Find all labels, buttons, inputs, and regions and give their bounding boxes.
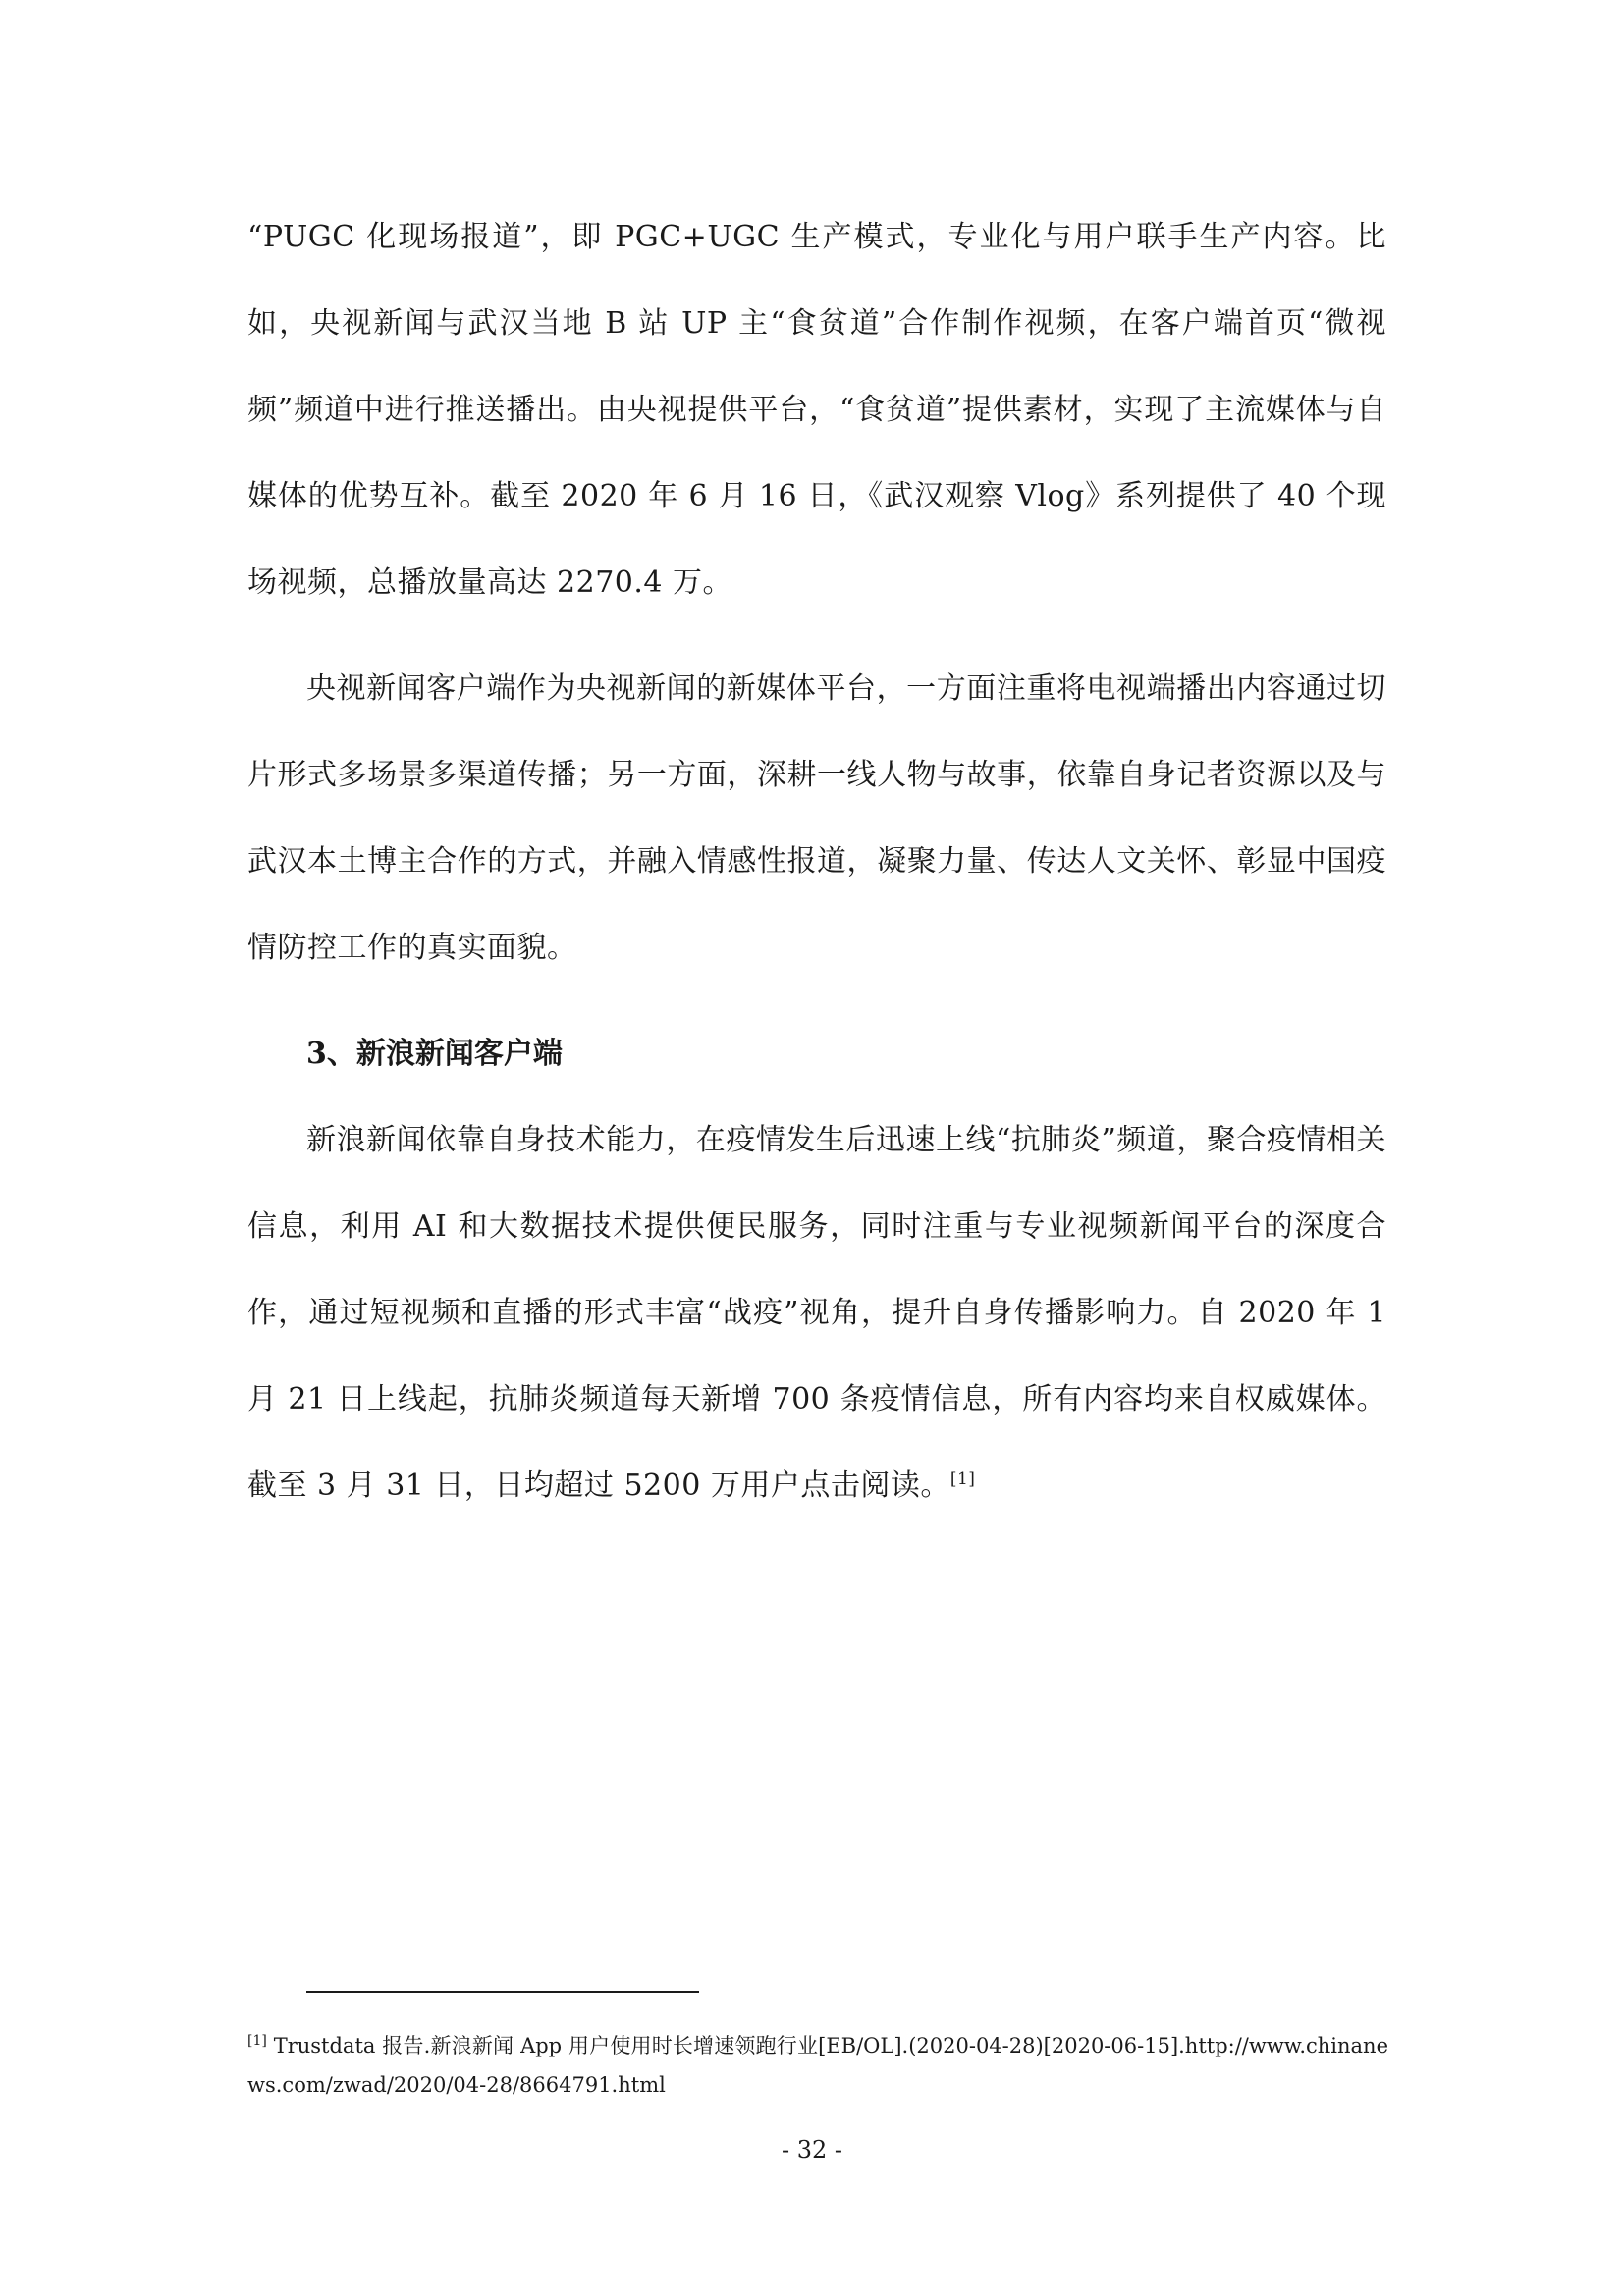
paragraph-sina-news-text: 新浪新闻依靠自身技术能力，在疫情发生后迅速上线“抗肺炎”频道，聚合疫情相关信息，利用 AI 和大数据技术提供便民服务，同时注重与专业视频新闻平台的深度合作，通过短视频和直播的形式丰富“战疫”视角，提升自身传播影响力。自 2020 年 1 月 21 日上线起，抗肺炎频道每天新增 700 条疫情信息，所有内容均来自权威媒体。截至 3 月 31 日，日均超过 5200 万用户点击阅读。: [247, 1123, 1386, 1503]
paragraph-pugc-reporting: “PUGC 化现场报道”，即 PGC+UGC 生产模式，专业化与用户联手生产内容。比如，央视新闻与武汉当地 B 站 UP 主“食贫道”合作制作视频，在客户端首页“微视频”频道中进行推送播出。由央视提供平台，“食贫道”提供素材，实现了主流媒体与自媒体的优势互补。截至 2020 年 6 月 16 日，《武汉观察 Vlog》系列提供了 40 个现场视频，总播放量高达 2270.4 万。: [247, 220, 1386, 600]
footnote-mark: [1]: [247, 2033, 267, 2049]
page-number: - 32 -: [781, 2136, 842, 2163]
paragraph-cctv-news-client: 央视新闻客户端作为央视新闻的新媒体平台，一方面注重将电视端播出内容通过切片形式多场景多渠道传播；另一方面，深耕一线人物与故事，依靠自身记者资源以及与武汉本土博主合作的方式，并融入情感性报道，凝聚力量、传达人文关怀、彰显中国疫情防控工作的真实面貌。: [247, 671, 1386, 965]
footnote-text[interactable]: Trustdata 报告.新浪新闻 App 用户使用时长增速领跑行业[EB/OL].(2020-04-28)[2020-06-15].http://www.chinanews.com/zwad/2020/04-28/8664791.html: [247, 2034, 1388, 2097]
footnote: [247, 2026, 1388, 2105]
footnote-separator: [306, 1991, 699, 1993]
section-heading-sina-news: 3、新浪新闻客户端: [306, 1037, 563, 1071]
paragraph-sina-news: [247, 1097, 1386, 1529]
footnote-reference[interactable]: [1]: [949, 1469, 976, 1489]
